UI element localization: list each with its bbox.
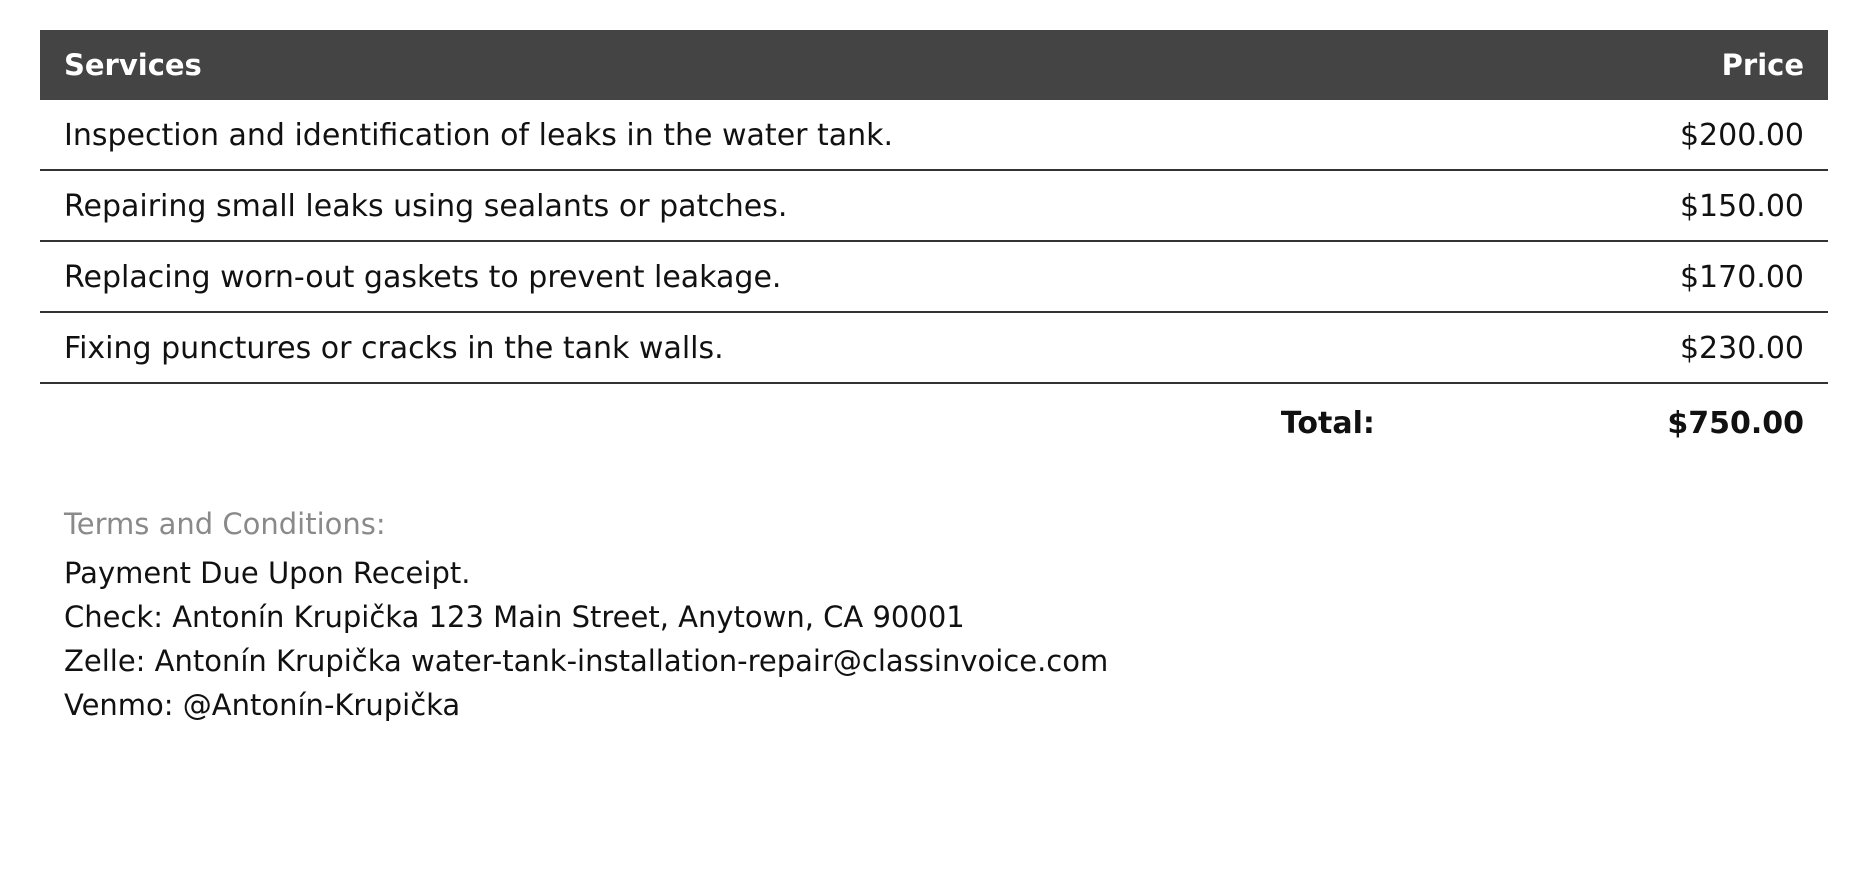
services-table xyxy=(40,30,1828,457)
table-row xyxy=(40,312,1828,383)
total-row xyxy=(40,383,1828,457)
service-description: Inspection and identification of leaks in the water tank. xyxy=(40,100,1399,170)
service-description: Repairing small leaks using sealants or patches. xyxy=(40,170,1399,241)
service-description: Replacing worn-out gaskets to prevent leakage. xyxy=(40,241,1399,312)
terms-line: Venmo: @Antonín-Krupička xyxy=(64,688,461,723)
total-label: Total: xyxy=(1280,406,1375,441)
column-header-services: Services xyxy=(64,48,202,82)
service-price: $170.00 xyxy=(1399,241,1828,312)
service-price: $230.00 xyxy=(1399,312,1828,383)
terms-line: Check: Antonín Krupička 123 Main Street, Anytown, CA 90001 xyxy=(64,600,965,635)
terms-title: Terms and Conditions: xyxy=(64,507,386,541)
table-header-row xyxy=(40,30,1828,100)
terms-and-conditions xyxy=(40,507,1828,727)
table-row xyxy=(40,241,1828,312)
table-row xyxy=(40,170,1828,241)
terms-line: Payment Due Upon Receipt. xyxy=(64,556,471,590)
column-header-price: Price xyxy=(1721,48,1804,82)
terms-line: Zelle: Antonín Krupička water-tank-installation-repair@classinvoice.com xyxy=(64,644,1109,679)
total-value: $750.00 xyxy=(1667,406,1804,441)
table-header xyxy=(40,30,1828,100)
table-row xyxy=(40,100,1828,170)
service-description: Fixing punctures or cracks in the tank walls. xyxy=(40,312,1399,383)
table-body xyxy=(40,100,1828,457)
service-price: $200.00 xyxy=(1399,100,1828,170)
service-price: $150.00 xyxy=(1399,170,1828,241)
